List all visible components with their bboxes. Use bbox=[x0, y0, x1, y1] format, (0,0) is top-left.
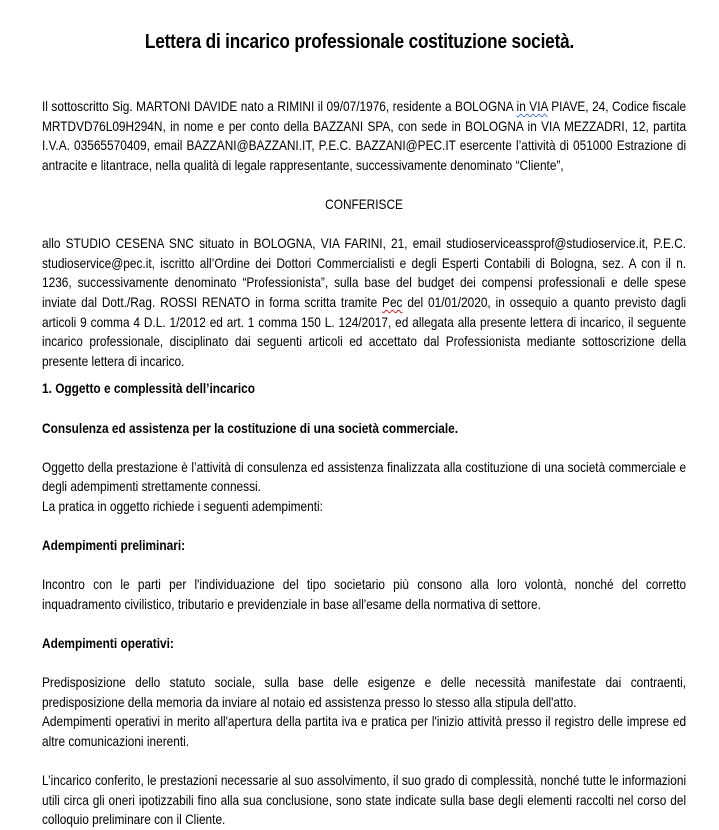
spelling-flag[interactable]: Pec bbox=[382, 293, 403, 310]
operativi-paragraph-1: Predisposizione dello statuto sociale, sulla base delle esigenze e delle necessità manifestate dai contraenti, predisposizione della memoria da inviare al notaio ed assistenza presso lo stesso alla stipula dell'atto. bbox=[42, 674, 687, 710]
subheading: Consulenza ed assistenza per la costituzione di una società commerciale. bbox=[42, 419, 459, 436]
studio-text-1: allo STUDIO CESENA SNC situato in BOLOGNA, VIA FARINI, 21, email studioserviceassprof@studioservice.it, P.E.C. studioservice@pec.it, iscritto all’Ordine dei Dottori Commercialisti e degli Esperti Contabili di Bologna, sez. A con il n. 1236, successivamente denominato “Professionista”, sulla base del budget dei compensi professionali e delle spese inviate dal Dott./Rag. ROSSI RENATO in forma scritta tramite bbox=[42, 235, 687, 310]
studio-paragraph bbox=[42, 234, 686, 371]
preliminari-paragraph: Incontro con le parti per l'individuazione del tipo societario più consono alla loro volontà, nonché del corretto inquadramento civilistico, tributario e previdenziale in base all'esame della normativa di settore. bbox=[42, 576, 687, 612]
closing-paragraph: L’incarico conferito, le prestazioni necessarie al suo assolvimento, il suo grado di complessità, nonché tutte le informazioni utili circa gli oneri ipotizzabili fino alla sua conclusione, sono state indicate sulla base degli elementi raccolti nel corso del colloquio preliminare con il Cliente. bbox=[42, 772, 687, 828]
grammar-flag[interactable]: in VIA bbox=[516, 98, 548, 114]
section-1-heading: 1. Oggetto e complessità dell’incarico bbox=[42, 380, 255, 397]
conferisce-label: CONFERISCE bbox=[325, 195, 403, 212]
document-title: Lettera di incarico professionale costituzione società. bbox=[144, 31, 575, 53]
studio-text-2: del 01/01/2020, in ossequio a quanto previsto dagli articoli 9 comma 4 D.L. 1/2012 ed art. 1 comma 150 L. 124/2017, ed allegata alla presente lettera di incarico, il seguente incarico professionale, disciplinato dai seguenti articoli ed accettato dal Professionista mediante sottoscrizione della presente lettera di incarico. bbox=[42, 293, 687, 369]
pratica-line: La pratica in oggetto richiede i seguenti adempimenti: bbox=[42, 497, 323, 514]
intro-paragraph bbox=[42, 97, 686, 175]
intro-text-1: Il sottoscritto Sig. MARTONI DAVIDE nato a RIMINI il 09/07/1976, residente a BOLOGNA bbox=[42, 98, 517, 114]
operativi-heading: Adempimenti operativi: bbox=[42, 635, 174, 652]
oggetto-paragraph: Oggetto della prestazione è l’attività di consulenza ed assistenza finalizzata alla costituzione di una società commerciale e degli adempimenti strettamente connessi. bbox=[42, 458, 687, 495]
document-body bbox=[42, 97, 686, 830]
intro-text-2: PIAVE, 24, Codice fiscale MRTDVD76L09H294N, in nome e per conto della BAZZANI SPA, con sede in BOLOGNA in VIA MEZZADRI, 12, partita I.V.A. 03565570409, email BAZZANI@BAZZANI.IT, P.E.C. BAZZANI@PEC.IT esercente l’attività di 051000 Estrazione di antracite e litantrace, nella qualità di legale rappresentante, successivamente denominato “Cliente”, bbox=[42, 98, 687, 173]
preliminari-heading: Adempimenti preliminari: bbox=[42, 537, 186, 554]
operativi-paragraph-2: Adempimenti operativi in merito all'apertura della partita iva e pratica per l'inizio attività presso il registro delle imprese ed altre comunicazioni inerenti. bbox=[42, 713, 687, 749]
